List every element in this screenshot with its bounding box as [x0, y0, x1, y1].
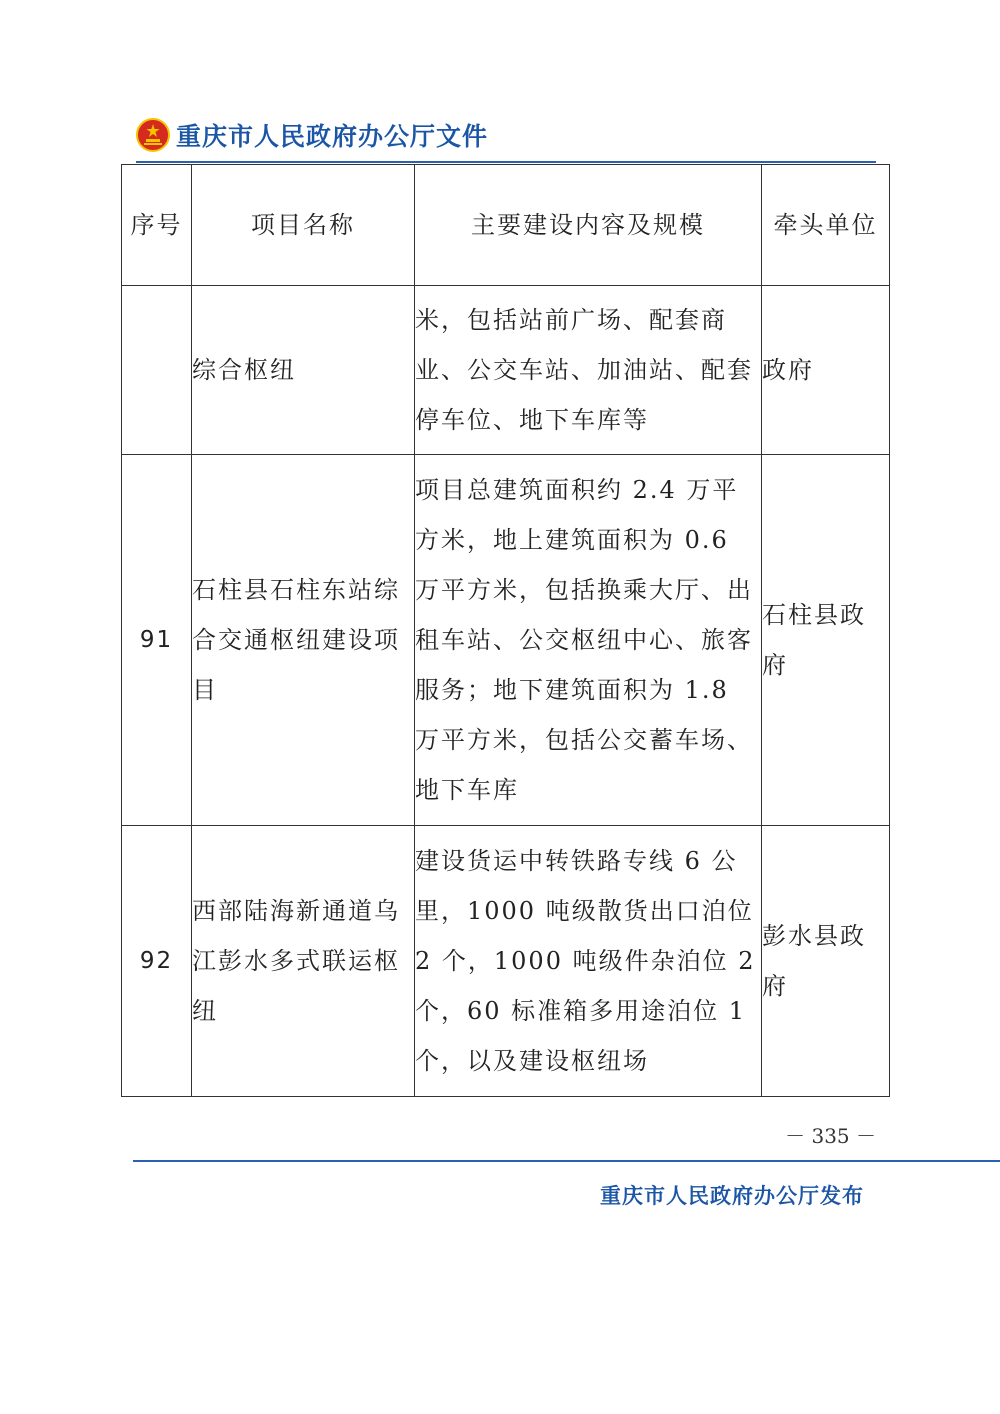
header-title: 重庆市人民政府办公厅文件 [176, 122, 489, 151]
cell-project-name: 石柱县石柱东站综合交通枢纽建设项目 [192, 455, 415, 826]
column-header-content: 主要建设内容及规模 [415, 165, 762, 286]
column-header-lead: 牵头单位 [762, 165, 890, 286]
column-header-name: 项目名称 [192, 165, 415, 286]
project-table [121, 164, 890, 1097]
table-header-row [122, 165, 890, 286]
cell-lead-unit: 彭水县政府 [762, 826, 890, 1097]
column-header-number: 序号 [122, 165, 192, 286]
cell-content: 米，包括站前广场、配套商业、公交车站、加油站、配套停车位、地下车库等 [415, 286, 762, 455]
footer-divider [133, 1160, 1000, 1162]
cell-number: 92 [122, 826, 192, 1097]
cell-number: 91 [122, 455, 192, 826]
header-divider [136, 161, 876, 163]
cell-project-name: 西部陆海新通道乌江彭水多式联运枢纽 [192, 826, 415, 1097]
cell-content: 项目总建筑面积约 2.4 万平方米，地上建筑面积为 0.6 万平方米，包括换乘大厅、出租车站、公交枢纽中心、旅客服务；地下建筑面积为 1.8 万平方米，包括公交蓄车场、地下车库 [415, 455, 762, 826]
table-row [122, 286, 890, 455]
cell-number [122, 286, 192, 455]
document-header [136, 112, 488, 158]
footer-publisher: 重庆市人民政府办公厅发布 [600, 1184, 864, 1208]
national-emblem-icon [136, 118, 170, 152]
table-row [122, 455, 890, 826]
cell-project-name: 综合枢纽 [192, 286, 415, 455]
cell-lead-unit: 政府 [762, 286, 890, 455]
cell-content: 建设货运中转铁路专线 6 公里，1000 吨级散货出口泊位 2 个，1000 吨级件杂泊位 2 个，60 标准箱多用途泊位 1 个，以及建设枢纽场 [415, 826, 762, 1097]
page-number: － 335 － [785, 1124, 876, 1148]
cell-lead-unit: 石柱县政府 [762, 455, 890, 826]
table-row [122, 826, 890, 1097]
